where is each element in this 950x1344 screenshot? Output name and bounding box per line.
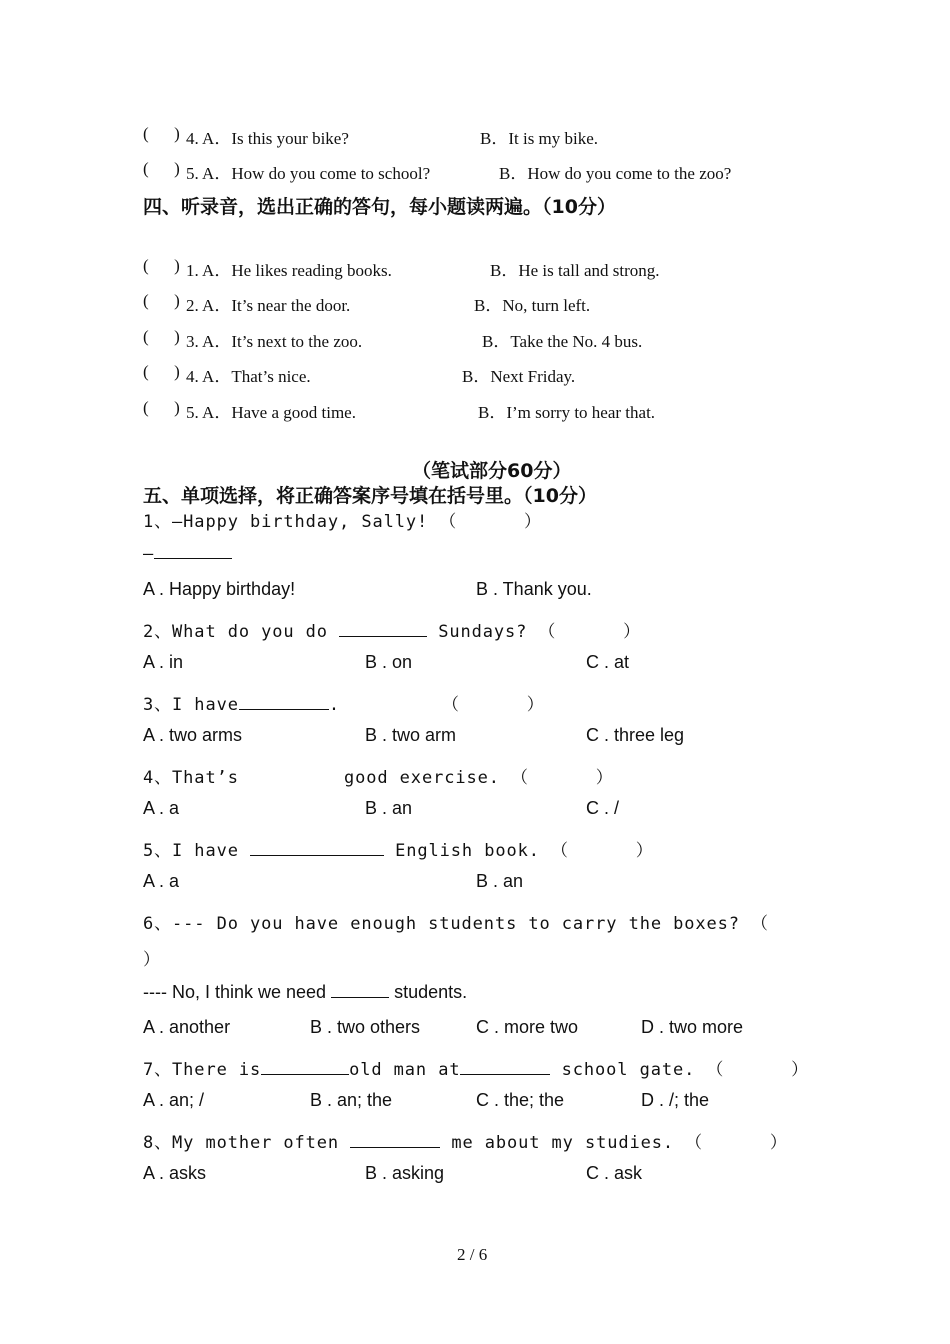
s5-q7-stem-b: old man at xyxy=(349,1060,461,1080)
s5-q5-stem-pre: 5、I have xyxy=(143,841,250,861)
s4-q2-option-a: 2. A．It’s near the door. xyxy=(186,296,351,315)
q3-4-option-b: B．It is my bike. xyxy=(480,129,599,148)
s5-q6-reply-pre: ---- No, I think we need xyxy=(143,982,332,1002)
s5-q5-stem xyxy=(143,836,654,861)
s5-q6-reply xyxy=(143,982,467,1003)
s4-q3-bracket[interactable]: ( ) xyxy=(143,327,180,346)
s5-q8-option-c[interactable]: C . ask xyxy=(586,1163,643,1183)
s5-q1-stem: 1、—Happy birthday, Sally! （ ） xyxy=(143,512,542,532)
s5-q2-blank[interactable] xyxy=(339,621,427,637)
s5-q3-bracket[interactable]: （ ） xyxy=(442,695,545,715)
s5-q5-blank[interactable] xyxy=(250,840,384,856)
s5-q5-option-a[interactable]: A . a xyxy=(143,871,180,891)
s5-q2-option-b[interactable]: B . on xyxy=(365,652,413,672)
s5-q1-reply-blank[interactable] xyxy=(154,543,232,559)
s5-q7-stem-c: school gate. （ ） xyxy=(550,1060,809,1080)
s5-q2-option-c[interactable]: C . at xyxy=(586,652,630,672)
s5-q8-stem-pre: 8、My mother often xyxy=(143,1133,351,1153)
s4-q4-option-b: B．Next Friday. xyxy=(462,367,576,386)
s5-q3-blank[interactable] xyxy=(239,694,329,710)
s5-q7-option-c[interactable]: C . the; the xyxy=(476,1090,565,1110)
s5-q6-option-a[interactable]: A . another xyxy=(143,1017,231,1037)
s4-q2-option-b: B．No, turn left. xyxy=(474,296,591,315)
s5-q6-stem: 6、--- Do you have enough students to carry the boxes? （ xyxy=(143,914,769,934)
s5-q7-option-d[interactable]: D . /; the xyxy=(641,1090,710,1110)
s5-q5-option-b[interactable]: B . an xyxy=(476,871,524,891)
s5-q7-stem xyxy=(143,1055,809,1080)
s4-q5-bracket[interactable]: ( ) xyxy=(143,398,180,417)
s5-q3-stem-pre: 3、I have xyxy=(143,695,239,715)
s4-q3-option-a: 3. A．It’s next to the zoo. xyxy=(186,332,363,351)
s5-q7-option-b[interactable]: B . an; the xyxy=(310,1090,393,1110)
q3-5-option-a: 5. A．How do you come to school? xyxy=(186,164,431,183)
written-part-title: （笔试部分60分） xyxy=(412,460,572,482)
s5-q3-option-a[interactable]: A . two arms xyxy=(143,725,243,745)
s5-q1-reply-dash: — xyxy=(143,544,155,564)
s5-q8-option-a[interactable]: A . asks xyxy=(143,1163,207,1183)
s5-q4-stem-post: good exercise. （ ） xyxy=(344,768,614,788)
s4-q4-bracket[interactable]: ( ) xyxy=(143,362,180,381)
q3-5-bracket[interactable]: ( ) xyxy=(143,159,180,178)
s5-q4-option-c[interactable]: C . / xyxy=(586,798,620,818)
s5-q7-stem-a: 7、There is xyxy=(143,1060,262,1080)
s5-q3-option-c[interactable]: C . three leg xyxy=(586,725,685,745)
s5-q4-option-a[interactable]: A . a xyxy=(143,798,180,818)
s5-q1-option-b[interactable]: B . Thank you. xyxy=(476,579,592,599)
s5-q4-stem-pre: 4、That’s xyxy=(143,768,239,788)
s5-q2-option-a[interactable]: A . in xyxy=(143,652,184,672)
s5-q8-option-b[interactable]: B . asking xyxy=(365,1163,445,1183)
s4-q1-option-b: B．He is tall and strong. xyxy=(490,261,660,280)
s5-q6-reply-post: students. xyxy=(389,982,468,1002)
q3-4-bracket[interactable]: ( ) xyxy=(143,124,180,143)
s5-q1-reply xyxy=(143,543,232,564)
s5-q1-option-a[interactable]: A . Happy birthday! xyxy=(143,579,296,599)
s5-q2-stem-post: Sundays? （ ） xyxy=(427,622,642,642)
q3-4-option-a: 4. A．Is this your bike? xyxy=(186,129,349,148)
s5-q3-option-b[interactable]: B . two arm xyxy=(365,725,457,745)
s5-q3-stem-post: . xyxy=(328,695,340,715)
s5-q7-option-a[interactable]: A . an; / xyxy=(143,1090,205,1110)
s4-q5-option-a: 5. A．Have a good time. xyxy=(186,403,356,422)
s5-q2-stem xyxy=(143,617,641,642)
s4-q2-bracket[interactable]: ( ) xyxy=(143,291,180,310)
s5-q7-blank-2[interactable] xyxy=(460,1059,550,1075)
s5-q6-option-c[interactable]: C . more two xyxy=(476,1017,579,1037)
s5-q6-stem-cont: ） xyxy=(143,950,161,970)
section4-title: 四、听录音，选出正确的答句，每小题读两遍。（10分） xyxy=(143,196,616,218)
s5-q7-blank-1[interactable] xyxy=(261,1059,349,1075)
s5-q6-blank[interactable] xyxy=(331,982,389,998)
s5-q8-blank[interactable] xyxy=(350,1132,440,1148)
s5-q8-stem xyxy=(143,1128,788,1153)
section5-title: 五、单项选择，将正确答案序号填在括号里。（10分） xyxy=(143,485,597,507)
s5-q6-option-b[interactable]: B . two others xyxy=(310,1017,421,1037)
s5-q5-stem-post: English book. （ ） xyxy=(383,841,654,861)
s4-q1-bracket[interactable]: ( ) xyxy=(143,256,180,275)
q3-5-option-b: B．How do you come to the zoo? xyxy=(499,164,732,183)
s4-q1-option-a: 1. A．He likes reading books. xyxy=(186,261,392,280)
s5-q3-stem xyxy=(143,690,340,715)
s5-q2-stem-pre: 2、What do you do xyxy=(143,622,340,642)
s5-q4-option-b[interactable]: B . an xyxy=(365,798,413,818)
s4-q5-option-b: B．I’m sorry to hear that. xyxy=(478,403,656,422)
s5-q6-option-d[interactable]: D . two more xyxy=(641,1017,744,1037)
s5-q8-stem-post: me about my studies. （ ） xyxy=(440,1133,788,1153)
s4-q3-option-b: B．Take the No. 4 bus. xyxy=(482,332,643,351)
s4-q4-option-a: 4. A．That’s nice. xyxy=(186,367,311,386)
page-number: 2 / 6 xyxy=(457,1245,488,1264)
